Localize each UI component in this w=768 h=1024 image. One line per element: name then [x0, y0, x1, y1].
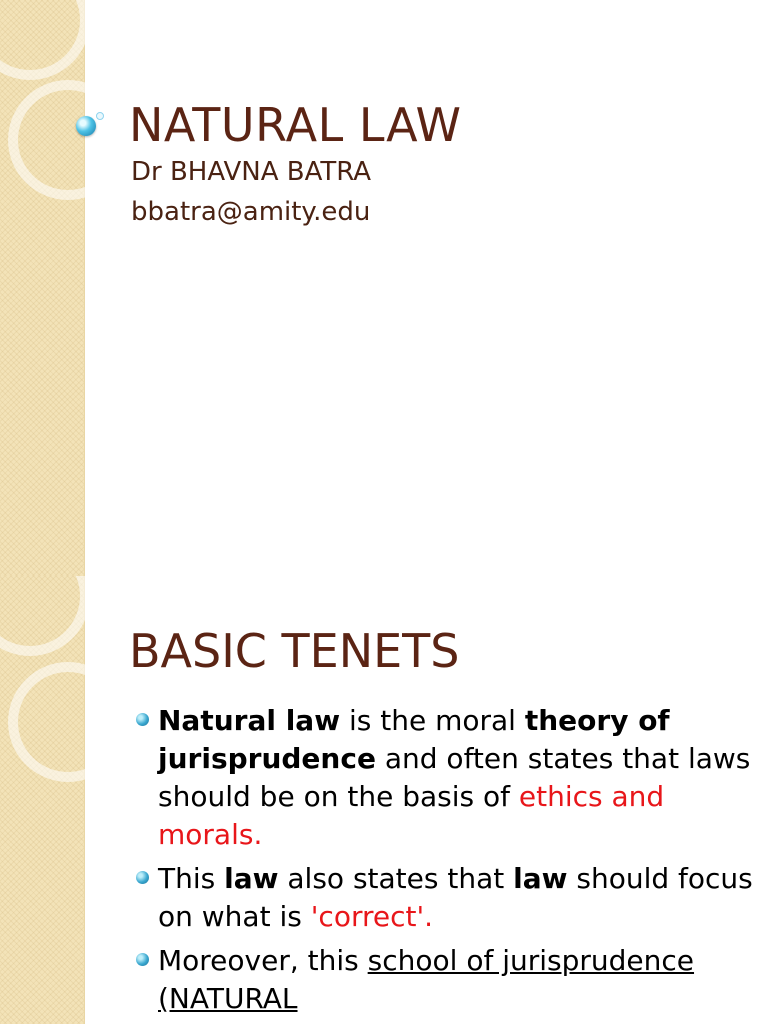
decorative-ring: [0, 576, 90, 656]
bullet-icon: [136, 871, 149, 884]
decorative-bubble-icon: [96, 112, 104, 120]
content-slide: [0, 576, 768, 1024]
highlight-text: 'correct'.: [310, 900, 434, 933]
bullet-item: [132, 942, 762, 1018]
decorative-orb-icon: [76, 116, 96, 136]
bullet-list: [132, 702, 762, 1024]
highlight-text: ethics and morals.: [158, 780, 665, 851]
bullet-item: [132, 702, 762, 854]
bold-text: theory of jurisprudence: [158, 704, 670, 775]
decorative-ring: [8, 80, 128, 200]
slide-title: NATURAL LAW: [129, 98, 462, 152]
bullet-icon: [136, 953, 149, 966]
text: should focus on what is: [158, 862, 753, 933]
decorative-side-band: [0, 0, 85, 576]
bold-text: law: [513, 862, 568, 895]
decorative-ring: [8, 662, 128, 782]
text: Moreover, this: [158, 944, 368, 977]
underlined-text: school of jurisprudence (NATURAL: [158, 944, 695, 1015]
bold-text: Natural law: [158, 704, 341, 737]
decorative-ring: [0, 0, 90, 80]
bullet-item: [132, 860, 762, 936]
author-email: bbatra@amity.edu: [131, 197, 371, 227]
text: and often states that laws should be on the basis of: [158, 742, 751, 813]
author-name: Dr BHAVNA BATRA: [131, 157, 372, 187]
bullet-icon: [136, 713, 149, 726]
text: also states that: [278, 862, 514, 895]
text: This: [158, 862, 225, 895]
text: is the moral: [340, 704, 525, 737]
decorative-side-band: [0, 576, 85, 1024]
bold-text: law: [224, 862, 279, 895]
slide-title: BASIC TENETS: [129, 624, 460, 678]
